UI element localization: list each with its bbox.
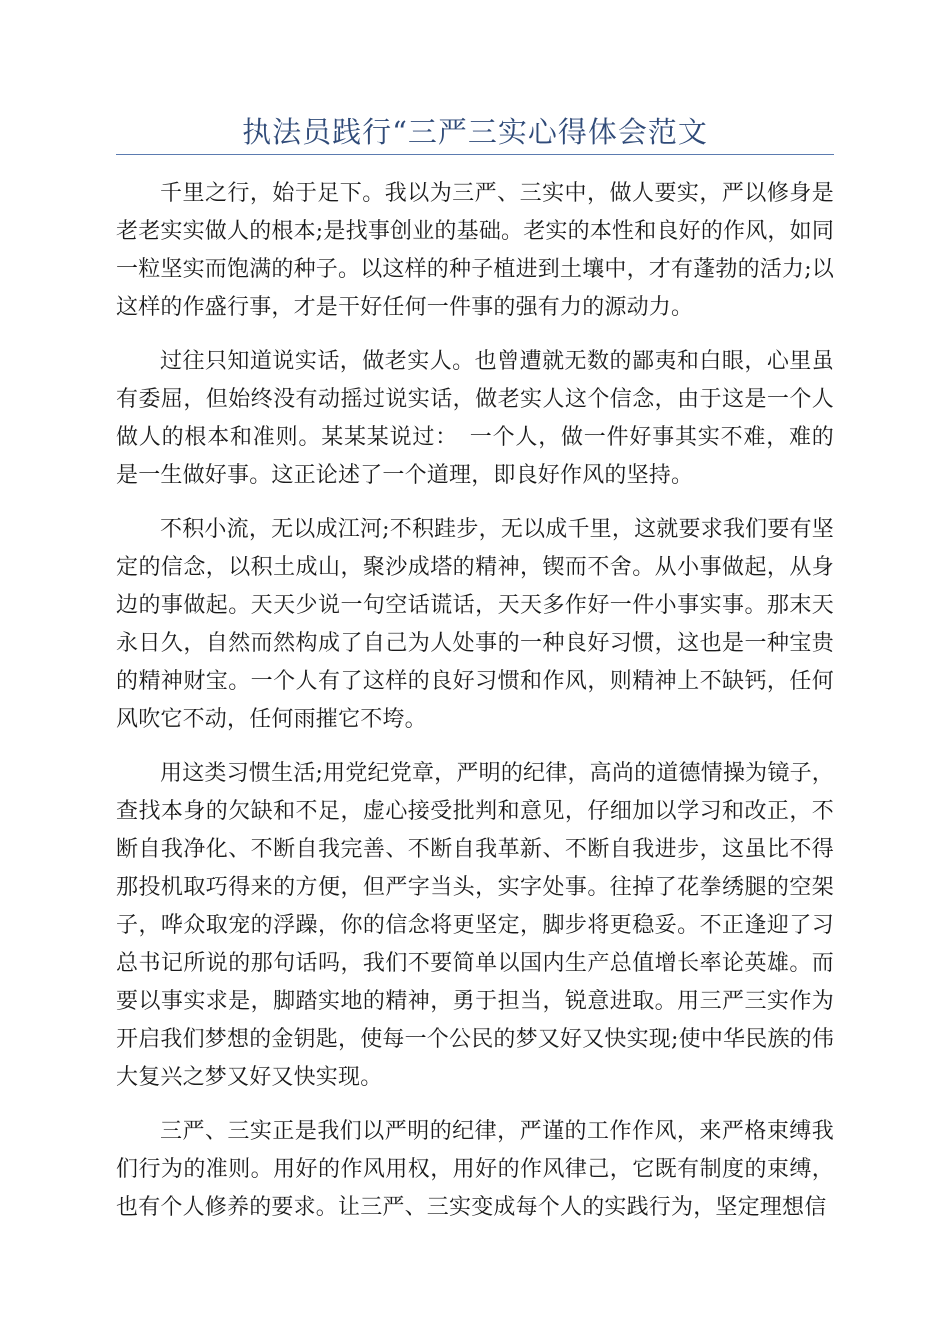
paragraph-5: 三严、三实正是我们以严明的纪律，严谨的工作作风，来严格束缚我们行为的准则。用好的作风用权，用好的作风律己，它既有制度的束缚，也有个人修养的要求。让三严、三实变成每个人的实践行为，坚定理想信 [116, 1119, 834, 1220]
paragraph-4: 用这类习惯生活;用党纪党章，严明的纪律，高尚的道德情操为镜子，查找本身的欠缺和不足，虚心接受批判和意见，仔细加以学习和改正，不断自我净化、不断自我完善、不断自我革新、不断自我进步，这虽比不得那投机取巧得来的方便，但严字当头，实字处事。往掉了花拳绣腿的空架子，哗众取宠的浮躁，你的信念将更坚定，脚步将更稳妥。不正逢迎了习总书记所说的那句话吗，我们不要简单以国内生产总值增长率论英雄。而要以事实求是，脚踏实地的精神，勇于担当，锐意进取。用三严三实作为开启我们梦想的金钥匙，使每一个公民的梦又好又快实现;使中华民族的伟大复兴之梦又好又快实现。 [116, 761, 835, 1090]
paragraph-2: 过往只知道说实话，做老实人。也曾遭就无数的鄙夷和白眼，心里虽有委屈，但始终没有动摇过说实话，做老实人这个信念，由于这是一个人做人的根本和准则。某某某说过： 一个人，做一件好事其实不难，难的是一生做好事。这正论述了一个道理，即良好作风的坚持。 [116, 349, 834, 488]
document-title: 执法员践行“三严三实心得体会范文 [242, 115, 708, 149]
document-body [116, 175, 834, 1243]
paragraph-1: 千里之行，始于足下。我以为三严、三实中，做人要实，严以修身是老老实实做人的根本;是找事创业的基础。老实的本性和良好的作风，如同一粒坚实而饱满的种子。以这样的种子植进到土壤中，才有蓬勃的活力;以这样的作盛行事，才是干好任何一件事的强有力的源动力。 [116, 181, 835, 320]
paragraph-3: 不积小流，无以成江河;不积跬步，无以成千里，这就要求我们要有坚定的信念，以积土成山，聚沙成塔的精神，锲而不舍。从小事做起，从身边的事做起。天天少说一句空话谎话，天天多作好一件小事实事。那末天永日久，自然而然构成了自己为人处事的一种良好习惯，这也是一种宝贵的精神财宝。一个人有了这样的良好习惯和作风，则精神上不缺钙，任何风吹它不动，任何雨摧它不垮。 [116, 517, 834, 732]
title-underline [116, 154, 834, 155]
